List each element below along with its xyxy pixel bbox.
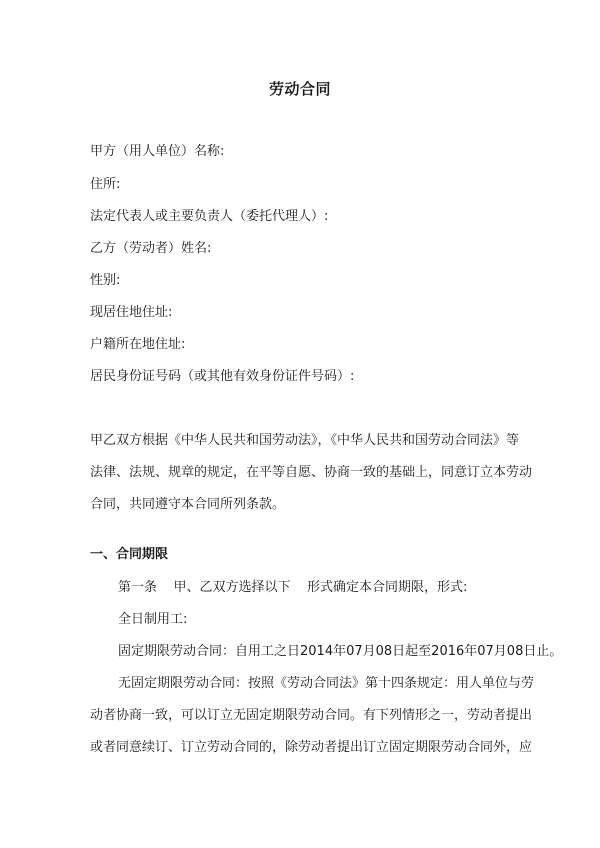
field-legal-representative: 法定代表人或主要负责人（委托代理人）: — [90, 209, 329, 224]
field-current-address: 现居住地住址: — [90, 305, 173, 320]
open-term-line: 无固定期限劳动合同：按照《劳动合同法》第十四条规定：用人单位与劳 — [118, 676, 535, 691]
field-gender: 性别: — [90, 273, 121, 288]
field-id-number: 居民身份证号码（或其他有效身份证件号码）: — [90, 369, 355, 384]
preamble-line: 法律、法规、规章的规定，在平等自愿、协商一致的基础上，同意订立本劳动 — [90, 465, 533, 480]
fixed-term-contract: 固定期限劳动合同：自用工之日2014年07月08日起至2016年07月08日止。 — [118, 644, 563, 659]
open-term-line: 或者同意续订、订立劳动合同的，除劳动者提出订立固定期限劳动合同外，应 — [90, 740, 533, 755]
section-heading-contract-term: 一、合同期限 — [90, 547, 169, 562]
preamble-line: 合同，共同遵守本合同所列条款。 — [90, 497, 286, 512]
document-title: 劳动合同 — [268, 80, 331, 98]
field-household-address: 户籍所在地住址: — [90, 337, 186, 352]
field-employer-name: 甲方（用人单位）名称: — [90, 144, 225, 159]
field-employee-name: 乙方（劳动者）姓名: — [90, 241, 212, 256]
open-term-line: 动者协商一致，可以订立无固定期限劳动合同。有下列情形之一，劳动者提出 — [90, 708, 533, 723]
article-1: 第一条 甲、乙双方选择以下 形式确定本合同期限，形式: — [118, 580, 468, 595]
field-employer-address: 住所: — [90, 177, 121, 192]
preamble-line: 甲乙双方根据《中华人民共和国劳动法》，《中华人民共和国劳动合同法》等 — [90, 433, 520, 448]
full-time-employment: 全日制用工: — [118, 612, 188, 627]
